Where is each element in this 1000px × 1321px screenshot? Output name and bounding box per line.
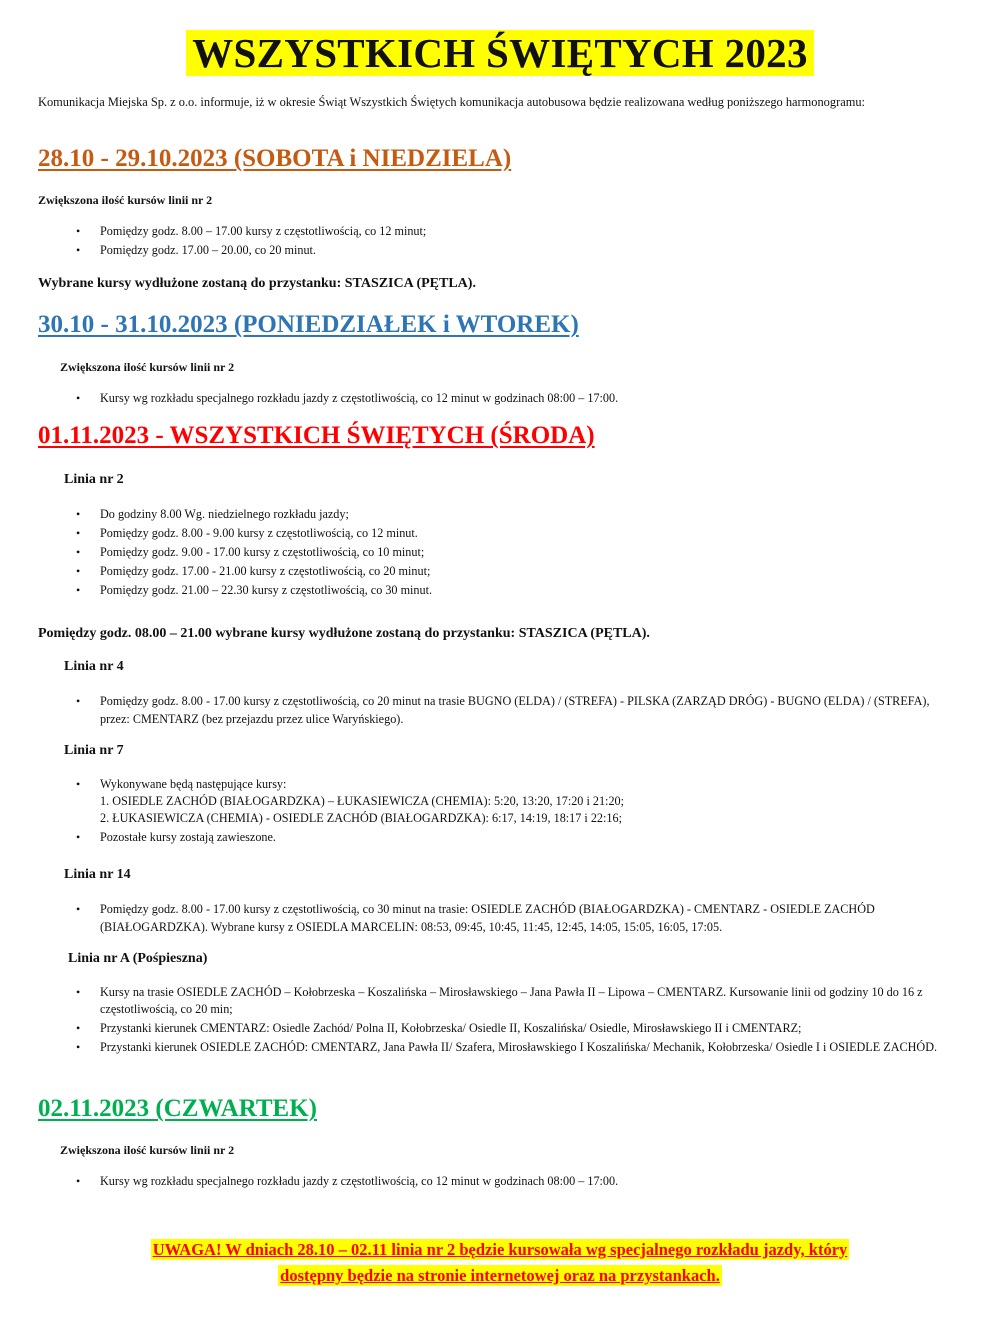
section-2-subheading: Zwiększona ilość kursów linii nr 2 xyxy=(60,360,235,374)
warning-box xyxy=(0,1237,1000,1289)
section-4-subheading: Zwiększona ilość kursów linii nr 2 xyxy=(60,1143,235,1157)
section-4-heading: 02.11.2023 (CZWARTEK) xyxy=(38,1095,318,1122)
list-item: • Kursy wg rozkładu specjalnego rozkładu jazdy z częstotliwością, co 12 minut w godzinach 08:00 – 17:00. xyxy=(38,1172,950,1191)
list-item: • Pomiędzy godz. 8.00 - 17.00 kursy z częstotliwością, co 20 minut na trasie BUGNO (ELDA) / (STREFA) - PILSKA (ZARZĄD DRÓG) - BUGNO (ELDA) / (STREFA), przez: CMENTARZ (bez przejazdu przez ulice Waryńskiego). xyxy=(38,692,950,728)
line-a-list xyxy=(38,984,950,1056)
line-4-list xyxy=(38,692,950,728)
warning-line-2: dostępny będzie na stronie internetowej oraz na przystankach. xyxy=(280,1266,720,1285)
section-2-heading: 30.10 - 31.10.2023 (PONIEDZIAŁEK i WTOREK) xyxy=(38,311,579,338)
section-2-list xyxy=(38,389,950,408)
list-item: • Przystanki kierunek OSIEDLE ZACHÓD: CMENTARZ, Jana Pawła II/ Szafera, Mirosławskiego I Koszalińska/ Mechanik, Kołobrzeska/ Osiedle I i OSIEDLE ZACHÓD. xyxy=(38,1039,950,1056)
page-title: WSZYSTKICH ŚWIĘTYCH 2023 xyxy=(186,30,814,76)
section-1-note: Wybrane kursy wydłużone zostaną do przystanku: STASZICA (PĘTLA). xyxy=(38,276,476,291)
line-7-block xyxy=(38,776,950,847)
section-3-heading: 01.11.2023 - WSZYSTKICH ŚWIĘTYCH (ŚRODA) xyxy=(38,422,595,449)
line-14-list xyxy=(38,900,950,936)
list-item: • Pomiędzy godz. 21.00 – 22.30 kursy z częstotliwością, co 30 minut. xyxy=(38,581,950,600)
list-item: • Pozostałe kursy zostają zawieszone. xyxy=(38,827,950,847)
line-a-label: Linia nr A (Pośpieszna) xyxy=(68,951,208,966)
list-item: • Pomiędzy godz. 8.00 – 17.00 kursy z częstotliwością, co 12 minut; xyxy=(38,222,950,241)
section-1-list xyxy=(38,222,950,260)
list-item: • Pomiędzy godz. 8.00 - 9.00 kursy z częstotliwością, co 12 minut. xyxy=(38,524,950,543)
section-1-subheading: Zwiększona ilość kursów linii nr 2 xyxy=(38,193,213,207)
line-7-label: Linia nr 7 xyxy=(64,743,124,758)
list-item: • Kursy wg rozkładu specjalnego rozkładu jazdy z częstotliwością, co 12 minut w godzinach 08:00 – 17:00. xyxy=(38,389,950,408)
section-1-heading: 28.10 - 29.10.2023 (SOBOTA i NIEDZIELA) xyxy=(38,145,512,172)
list-item: • Pomiędzy godz. 17.00 – 20.00, co 20 minut. xyxy=(38,241,950,260)
list-item: • Wykonywane będą następujące kursy: xyxy=(38,776,950,793)
warning-line-1: UWAGA! W dniach 28.10 – 02.11 linia nr 2 będzie kursowała wg specjalnego rozkładu jazdy, który xyxy=(152,1240,848,1259)
title-area xyxy=(0,30,1000,76)
line-2-label: Linia nr 2 xyxy=(64,472,124,487)
line-7-list-a xyxy=(38,776,950,793)
list-item: • Pomiędzy godz. 8.00 - 17.00 kursy z częstotliwością, co 30 minut na trasie: OSIEDLE ZACHÓD (BIAŁOGARDZKA) - CMENTARZ - OSIEDLE ZACHÓD (BIAŁOGARDZKA). Wybrane kursy z OSIEDLA MARCELIN: 08:53, 09:45, 10:45, 11:45, 12:45, 14:05, 15:05, 16:05, 17:05. xyxy=(38,900,950,936)
list-item: • Do godziny 8.00 Wg. niedzielnego rozkładu jazdy; xyxy=(38,505,950,524)
numbered-item: 1. OSIEDLE ZACHÓD (BIAŁOGARDZKA) – ŁUKASIEWICZA (CHEMIA): 5:20, 13:20, 17:20 i 21:20; xyxy=(100,794,625,808)
intro-paragraph: Komunikacja Miejska Sp. z o.o. informuje, iż w okresie Świąt Wszystkich Świętych komunikacja autobusowa będzie realizowana według poniższego harmonogramu: xyxy=(38,95,865,109)
line-14-label: Linia nr 14 xyxy=(64,867,131,882)
list-item: • Przystanki kierunek CMENTARZ: Osiedle Zachód/ Polna II, Kołobrzeska/ Osiedle II, Koszalińska/ Osiedle, Mirosławskiego II i CMENTARZ; xyxy=(38,1020,950,1037)
line-2-list xyxy=(38,505,950,600)
list-item: • Kursy na trasie OSIEDLE ZACHÓD – Kołobrzeska – Koszalińska – Mirosławskiego – Jana Pawła II – Lipowa – CMENTARZ. Kursowanie linii od godziny 10 do 16 z częstotliwością, co 20 min; xyxy=(38,984,950,1018)
line-4-label: Linia nr 4 xyxy=(64,659,124,674)
numbered-item: 2. ŁUKASIEWICZA (CHEMIA) - OSIEDLE ZACHÓD (BIAŁOGARDZKA): 6:17, 14:19, 18:17 i 22:16; xyxy=(100,811,622,825)
list-item: • Pomiędzy godz. 9.00 - 17.00 kursy z częstotliwością, co 10 minut; xyxy=(38,543,950,562)
list-item: • Pomiędzy godz. 17.00 - 21.00 kursy z częstotliwością, co 20 minut; xyxy=(38,562,950,581)
section-3-note: Pomiędzy godz. 08.00 – 21.00 wybrane kursy wydłużone zostaną do przystanku: STASZICA (PĘTLA). xyxy=(38,626,650,641)
line-7-list-b xyxy=(38,827,950,847)
section-4-list xyxy=(38,1172,950,1191)
